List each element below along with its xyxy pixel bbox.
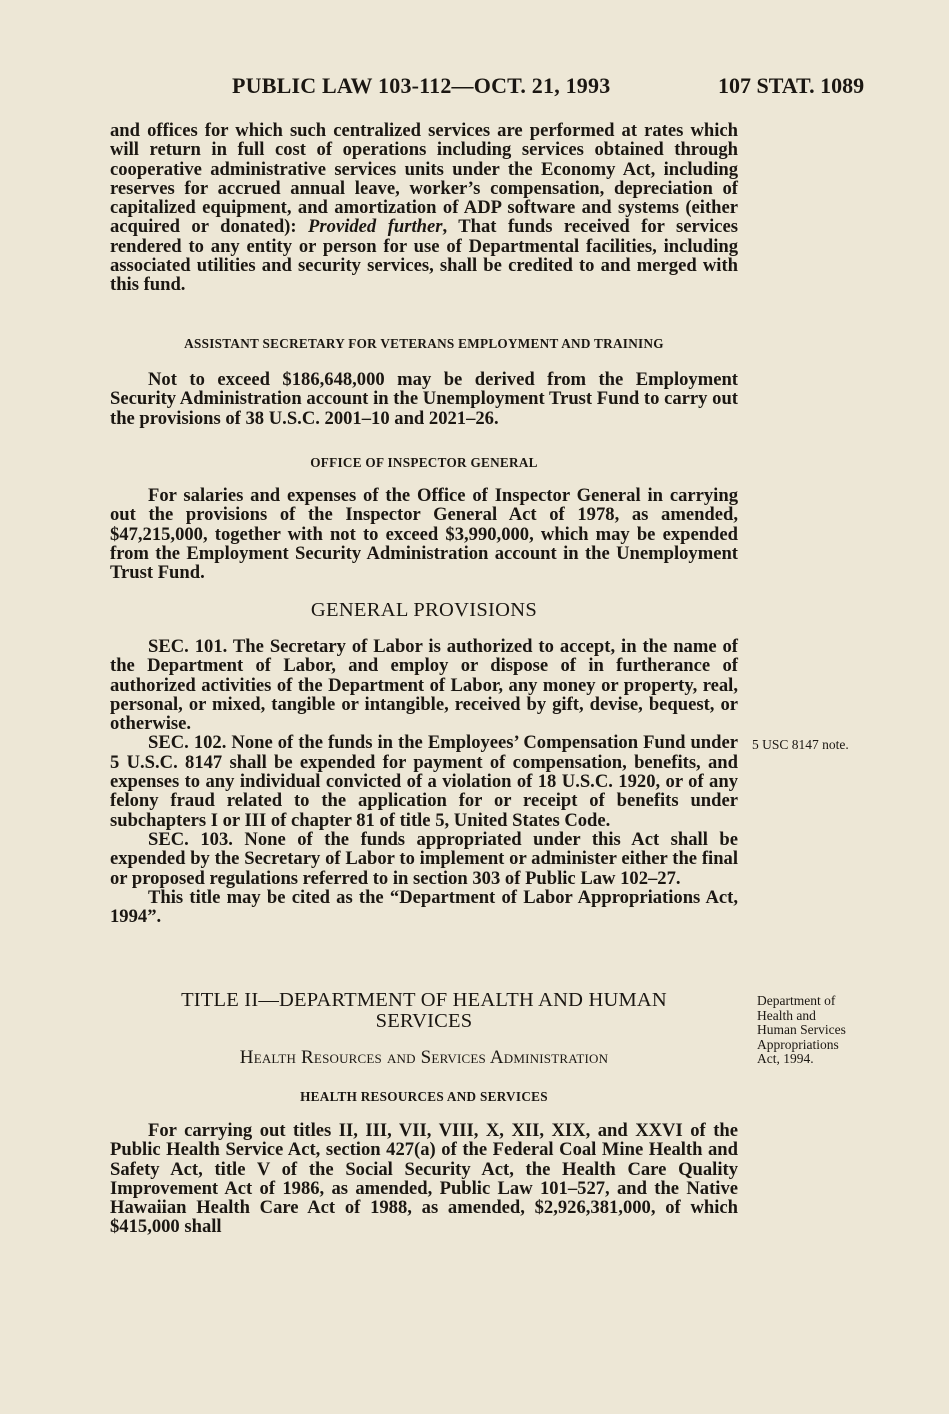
running-header-page: 107 STAT. 1089 [718, 73, 865, 98]
inspector-paragraph: For salaries and expenses of the Office of Inspector General in carrying out the provisions of the Inspector General Act of 1978, as amended, $47,215,000, together with not to exceed $3,990,000, which may be expended from the Employment Security Administration account in the Unemployment Trust Fund. [110, 485, 738, 584]
continuation-text-a: and offices for which such centralized services are performed at rates which will return in full cost of operations including services obtained through cooperative administrative services units under the Economy Act, including reserves for accrued annual leave, worker’s compensation, depreciation of capitalized equipment, and amortization of ADP software and systems (either acquired or donated): [110, 120, 738, 238]
margin-note-line: Appropriations [757, 1036, 839, 1052]
section-heading: HEALTH RESOURCES AND SERVICES [300, 1089, 548, 1104]
sec-101: SEC. 101. The Secretary of Labor is authorized to accept, in the name of the Department of Labor, and employ or dispose of in furtherance of authorized activities of the Department of Labor, any money or property, real, personal, or mixed, tangible or intangible, received by gift, devise, bequest, or otherwise. [110, 636, 738, 735]
hrsa-heading-block [110, 1048, 738, 1067]
veterans-section [110, 334, 738, 353]
short-title-citation: This title may be cited as the “Department of Labor Appropriations Act, 1994”. [110, 886, 738, 928]
general-provisions-body [110, 637, 738, 926]
inspector-section [110, 453, 738, 472]
section-heading: ASSISTANT SECRETARY FOR VETERANS EMPLOYMENT AND TRAINING [184, 336, 664, 351]
margin-note-line: Department of [757, 993, 836, 1008]
continuation-paragraph [110, 121, 738, 295]
inspector-body [110, 486, 738, 582]
hrs-body [110, 1121, 738, 1237]
margin-note-line: Human Services [757, 1022, 846, 1037]
margin-note-short-title [757, 994, 846, 1067]
margin-note-usc: 5 USC 8147 note. [752, 737, 849, 752]
margin-note-line: Health and [757, 1007, 816, 1023]
continuation-text-b: , That funds received for services rendered to any entity or person for use of Departmental facilities, including associated utilities and security services, shall be credited to and merged with this fund. [110, 216, 738, 296]
title-ii-heading [110, 990, 738, 1032]
general-provisions-heading-block [110, 601, 738, 620]
hrs-paragraph: For carrying out titles II, III, VII, VIII, X, XII, XIX, and XXVI of the Public Health Service Act, section 427(a) of the Federal Coal Mine Health and Safety Act, title V of the Social Security Act, the Health Care Quality Improvement Act of 1986, as amended, Public Law 101–527, and the Native Hawaiian Health Care Act of 1988, as amended, $2,926,381,000, of which $415,000 shall [110, 1120, 738, 1238]
title-heading-line2: SERVICES [375, 1010, 473, 1032]
margin-note-line: Act, 1994. [757, 1051, 814, 1066]
agency-heading: Health Resources and Services Administration [239, 1047, 609, 1068]
hrs-subheading-block [110, 1087, 738, 1106]
veterans-body [110, 370, 738, 428]
veterans-paragraph: Not to exceed $186,648,000 may be derived from the Employment Security Administration account in the Unemployment Trust Fund to carry out the provisions of 38 U.S.C. 2001–10 and 2021–26. [110, 369, 738, 429]
proviso-italic: Provided further [308, 216, 443, 238]
sec-103: SEC. 103. None of the funds appropriated under this Act shall be expended by the Secretary of Labor to implement or administer either the final or proposed regulations referred to in section 303 of Public Law 102–27. [110, 828, 738, 889]
title-heading-line1: TITLE II—DEPARTMENT OF HEALTH AND HUMAN [181, 989, 667, 1011]
section-heading: GENERAL PROVISIONS [310, 599, 538, 621]
sec-102: SEC. 102. None of the funds in the Employees’ Compensation Fund under 5 U.S.C. 8147 shall be expended for payment of compensation, benefits, and expenses to any individual convicted of a violation of 18 U.S.C. 1920, or of any felony fraud related to the application for or receipt of benefits under subchapters I or III of chapter 81 of title 5, United States Code. [110, 732, 738, 831]
section-heading: OFFICE OF INSPECTOR GENERAL [310, 455, 538, 470]
intro-block [110, 121, 738, 295]
running-header-title: PUBLIC LAW 103-112—OCT. 21, 1993 [232, 73, 611, 98]
